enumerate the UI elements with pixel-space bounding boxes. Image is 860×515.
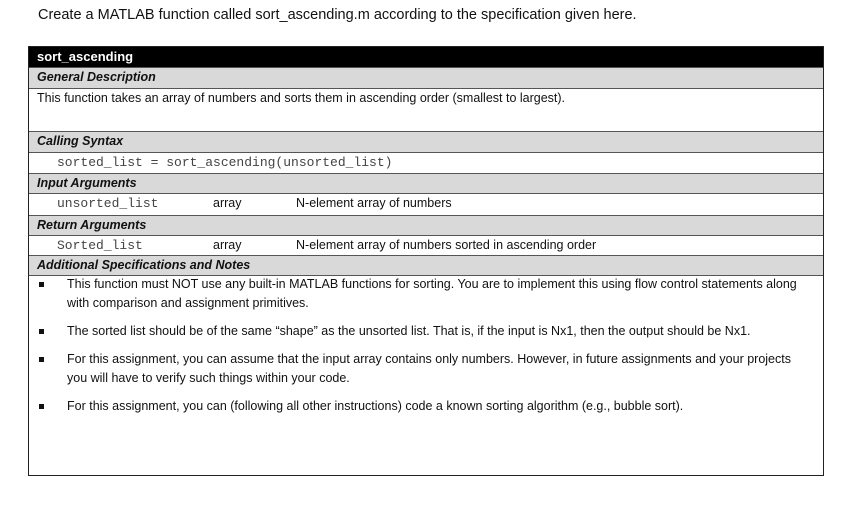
bullet-icon: [39, 404, 44, 409]
calling-syntax-code: sorted_list = sort_ascending(unsorted_list): [57, 155, 393, 170]
list-item: [29, 322, 823, 341]
general-description-text: This function takes an array of numbers and sorts them in ascending order (smallest to largest).: [29, 89, 823, 132]
return-argument-type: array: [213, 238, 242, 252]
bullet-icon: [39, 282, 44, 287]
note-text: This function must NOT use any built-in MATLAB functions for sorting. You are to implement this using flow control statements along with comparison and assignment primitives.: [67, 277, 797, 310]
spec-table: [28, 46, 824, 476]
return-argument-row: [29, 236, 823, 256]
list-item: [29, 350, 823, 388]
calling-syntax-heading: Calling Syntax: [29, 132, 823, 153]
input-arguments-heading: Input Arguments: [29, 174, 823, 194]
input-argument-row: [29, 194, 823, 216]
function-title: sort_ascending: [29, 47, 823, 68]
input-argument-type: array: [213, 196, 242, 210]
return-argument-description: N-element array of numbers sorted in ascending order: [296, 238, 597, 252]
calling-syntax-row: [29, 153, 823, 174]
notes-heading: Additional Specifications and Notes: [29, 256, 823, 276]
note-text: For this assignment, you can (following all other instructions) code a known sorting algorithm (e.g., bubble sort).: [67, 399, 684, 413]
notes-list: [29, 275, 823, 425]
note-text: For this assignment, you can assume that the input array contains only numbers. However, in future assignments and your projects you will have to verify such things within your code.: [67, 352, 791, 385]
general-description-heading: General Description: [29, 68, 823, 89]
note-text: The sorted list should be of the same “shape” as the unsorted list. That is, if the input is Nx1, then the output should be Nx1.: [67, 324, 751, 338]
list-item: [29, 397, 823, 416]
bullet-icon: [39, 357, 44, 362]
input-argument-name: unsorted_list: [57, 196, 159, 211]
input-argument-description: N-element array of numbers: [296, 196, 452, 210]
return-argument-name: Sorted_list: [57, 238, 143, 253]
intro-text: Create a MATLAB function called sort_ascending.m according to the specification given here.: [38, 7, 637, 23]
list-item: [29, 275, 823, 313]
bullet-icon: [39, 329, 44, 334]
return-arguments-heading: Return Arguments: [29, 216, 823, 236]
